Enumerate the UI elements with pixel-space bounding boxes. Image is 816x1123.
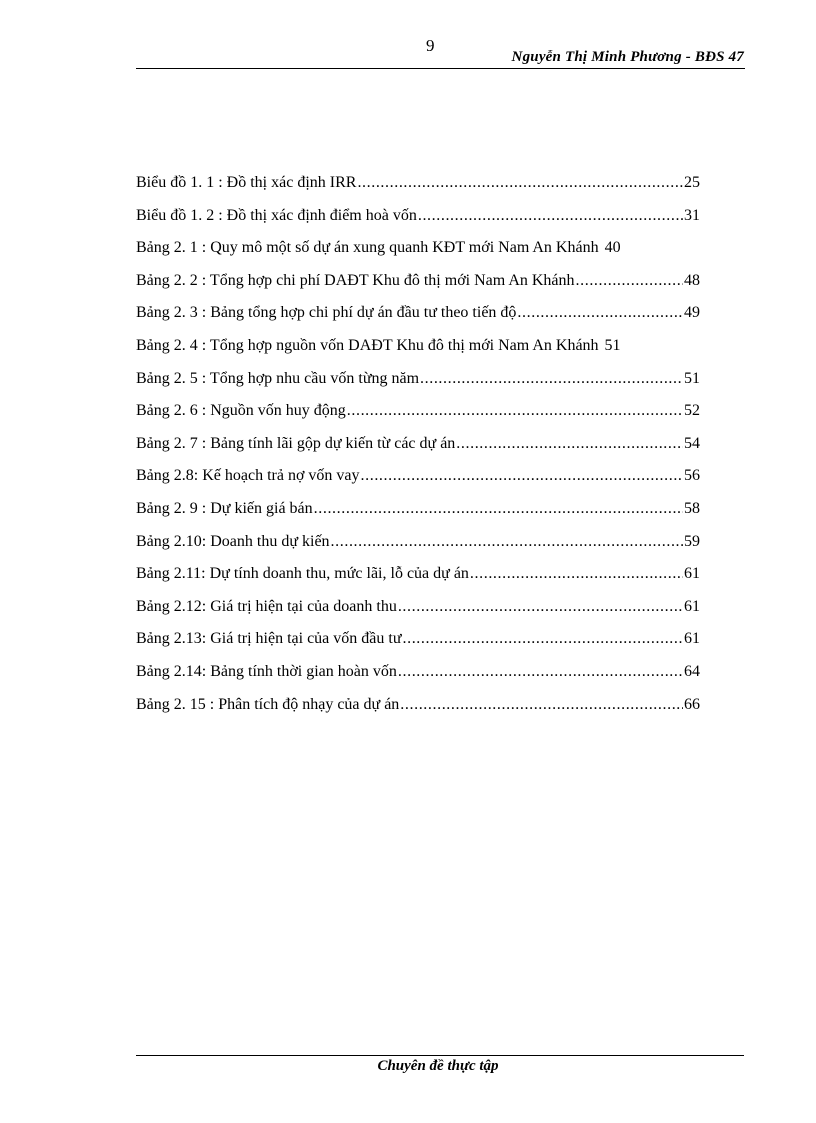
- header-divider: [136, 68, 745, 69]
- toc-entry[interactable]: [136, 207, 700, 240]
- toc-entry-label: Bảng 2.13: Giá trị hiện tại của vốn đầu tư: [136, 630, 402, 648]
- header-author: Nguyễn Thị Minh Phương - BĐS 47: [511, 49, 744, 65]
- toc-entry[interactable]: [136, 598, 700, 631]
- toc-entry-label: Bảng 2. 3 : Bảng tổng hợp chi phí dự án đầu tư theo tiến độ: [136, 304, 517, 322]
- toc-entry-page: 61: [684, 565, 700, 583]
- toc-entry-label: Bảng 2. 5 : Tổng hợp nhu cầu vốn từng năm: [136, 369, 420, 387]
- toc-entry-page: 48: [684, 271, 700, 289]
- toc-entry[interactable]: [136, 533, 700, 566]
- toc-entry-page: 56: [684, 467, 700, 485]
- toc-entry[interactable]: [136, 304, 700, 337]
- toc-entry[interactable]: [136, 239, 700, 272]
- toc-entry-page: 58: [684, 499, 700, 517]
- toc-leader-dots: [576, 272, 683, 290]
- toc-entry[interactable]: [136, 630, 700, 663]
- toc-leader-dots: [331, 533, 683, 551]
- toc-leader-dots: [420, 370, 683, 388]
- toc-entry[interactable]: [136, 663, 700, 696]
- footer-divider: [136, 1055, 744, 1056]
- toc-entry[interactable]: [136, 402, 700, 435]
- toc-entry-label: Bảng 2. 15 : Phân tích độ nhạy của dự án: [136, 695, 400, 713]
- toc-leader-dots: [398, 598, 683, 616]
- toc-leader-dots: [517, 304, 683, 322]
- toc-leader-dots: [403, 630, 684, 648]
- toc-entry-label: Bảng 2. 1 : Quy mô một số dự án xung quanh KĐT mới Nam An Khánh: [136, 239, 599, 257]
- toc-entry-page: 54: [684, 434, 700, 452]
- toc-leader-dots: [456, 435, 683, 453]
- toc-leader-dots: [314, 500, 683, 518]
- toc-entry-label: Biểu đồ 1. 1 : Đồ thị xác định IRR: [136, 174, 357, 191]
- toc-entry[interactable]: [136, 500, 700, 533]
- toc-leader-dots: [418, 207, 683, 225]
- footer-title: Chuyên đề thực tập: [377, 1058, 499, 1074]
- toc-entry-page: 40: [604, 239, 621, 257]
- toc-entry-label: Bảng 2. 2 : Tổng hợp chi phí DAĐT Khu đô thị mới Nam An Khánh: [136, 271, 575, 289]
- toc-entry[interactable]: [136, 696, 700, 729]
- toc-entry-label: Biểu đồ 1. 2 : Đồ thị xác định điểm hoà vốn: [136, 206, 417, 224]
- toc-leader-dots: [361, 467, 683, 485]
- toc-entry-label: Bảng 2.10: Doanh thu dự kiến: [136, 532, 330, 550]
- toc-entry-page: 52: [684, 402, 700, 420]
- toc-entry[interactable]: [136, 337, 700, 370]
- toc-entry[interactable]: [136, 272, 700, 305]
- toc-entry-page: 25: [684, 174, 700, 191]
- toc-entry[interactable]: [136, 174, 700, 207]
- toc-leader-dots: [398, 663, 683, 681]
- table-of-figures: [136, 174, 700, 728]
- toc-entry-page: 61: [684, 597, 700, 615]
- toc-entry-page: 64: [684, 662, 700, 680]
- toc-entry-label: Bảng 2.8: Kế hoạch trả nợ vốn vay: [136, 467, 360, 485]
- toc-entry-page: 66: [684, 695, 700, 713]
- toc-entry-page: 59: [684, 532, 700, 550]
- toc-entry-page: 51: [604, 336, 621, 354]
- toc-entry[interactable]: [136, 435, 700, 468]
- toc-leader-dots: [347, 402, 683, 420]
- toc-leader-dots: [357, 174, 683, 192]
- toc-entry[interactable]: [136, 467, 700, 500]
- toc-entry-label: Bảng 2. 6 : Nguồn vốn huy động: [136, 402, 346, 420]
- toc-entry-label: Bảng 2.11: Dự tính doanh thu, mức lãi, lỗ của dự án: [136, 565, 469, 583]
- toc-entry[interactable]: [136, 370, 700, 403]
- toc-entry-page: 49: [684, 304, 700, 322]
- toc-entry-label: Bảng 2. 7 : Bảng tính lãi gộp dự kiến từ các dự án: [136, 434, 456, 452]
- toc-entry-label: Bảng 2.12: Giá trị hiện tại của doanh thu: [136, 597, 397, 615]
- toc-entry-page: 31: [684, 206, 700, 224]
- toc-entry[interactable]: [136, 565, 700, 598]
- toc-entry-label: Bảng 2.14: Bảng tính thời gian hoàn vốn: [136, 662, 397, 680]
- toc-leader-dots: [400, 696, 683, 714]
- toc-leader-dots: [470, 565, 683, 583]
- page-number: 9: [426, 36, 435, 55]
- toc-entry-label: Bảng 2. 9 : Dự kiến giá bán: [136, 499, 313, 517]
- toc-entry-page: 51: [684, 369, 700, 387]
- toc-entry-label: Bảng 2. 4 : Tổng hợp nguồn vốn DAĐT Khu đô thị mới Nam An Khánh: [136, 336, 599, 354]
- toc-entry-page: 61: [684, 630, 700, 648]
